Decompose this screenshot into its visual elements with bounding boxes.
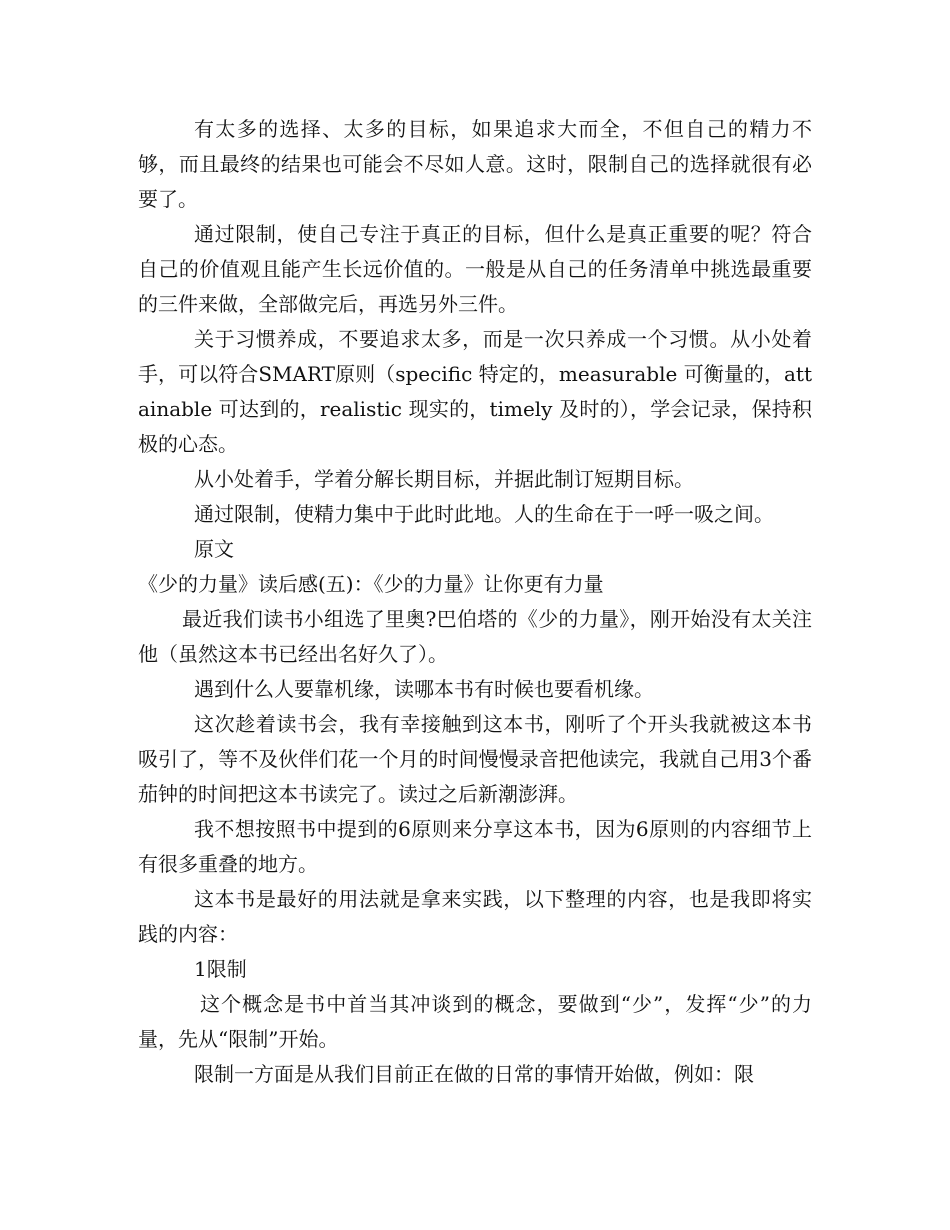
paragraph-7: 遇到什么人要靠机缘，读哪本书有时候也要看机缘。 <box>194 677 654 701</box>
paragraph-3: 关于习惯养成，不要追求太多，而是一次只养成一个习惯。从小处着手，可以符合SMART原则（specific 特定的，measurable 可衡量的，attainable 可达到的，realistic 现实的，timely 及时的），学会记录，保持积极的心态。 <box>138 327 812 456</box>
paragraph-10: 这本书是最好的用法就是拿来实践，以下整理的内容，也是我即将实践的内容： <box>138 887 812 946</box>
paragraph-8: 这次趁着读书会，我有幸接触到这本书，刚听了个开头我就被这本书吸引了，等不及伙伴们花一个月的时间慢慢录音把他读完，我就自己用3个番茄钟的时间把这本书读完了。读过之后新潮澎湃。 <box>138 712 812 806</box>
paragraph-11: 这个概念是书中首当其冲谈到的概念，要做到“少”，发挥“少”的力量，先从“限制”开始。 <box>138 992 812 1051</box>
paragraph-9: 我不想按照书中提到的6原则来分享这本书，因为6原则的内容细节上有很多重叠的地方。 <box>138 817 812 876</box>
section-heading: 《少的力量》读后感(五)：《少的力量》让你更有力量 <box>138 572 604 596</box>
paragraph-12: 限制一方面是从我们目前正在做的日常的事情开始做，例如：限 <box>194 1062 754 1086</box>
paragraph-5: 通过限制，使精力集中于此时此地。人的生命在于一呼一吸之间。 <box>194 502 774 526</box>
paragraph-2: 通过限制，使自己专注于真正的目标，但什么是真正重要的呢？符合自己的价值观且能产生长远价值的。一般是从自己的任务清单中挑选最重要的三件来做，全部做完后，再选另外三件。 <box>138 222 812 316</box>
original-text-label: 原文 <box>194 537 234 561</box>
subheading-limit: 1限制 <box>194 957 247 981</box>
paragraph-6: 最近我们读书小组选了里奥?巴伯塔的《少的力量》，刚开始没有太关注他（虽然这本书已经出名好久了）。 <box>138 607 812 666</box>
paragraph-4: 从小处着手，学着分解长期目标，并据此制订短期目标。 <box>194 467 694 491</box>
document-body <box>138 112 812 1092</box>
paragraph-1: 有太多的选择、太多的目标，如果追求大而全，不但自己的精力不够，而且最终的结果也可能会不尽如人意。这时，限制自己的选择就很有必要了。 <box>138 117 812 211</box>
